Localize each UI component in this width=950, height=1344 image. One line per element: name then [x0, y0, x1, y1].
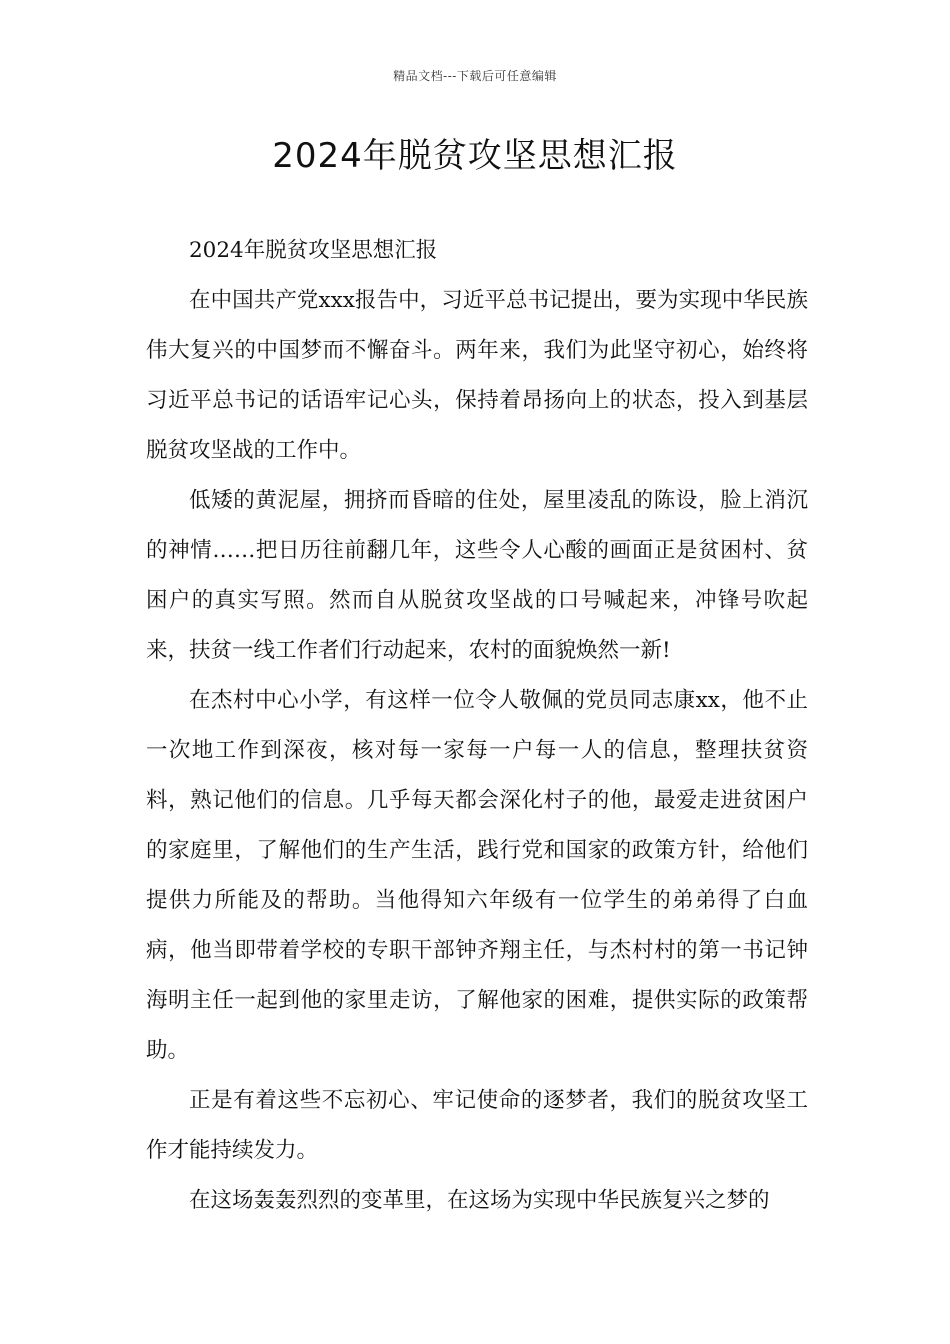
body-paragraph: 在这场轰轰烈烈的变革里，在这场为实现中华民族复兴之梦的 [189, 1188, 770, 1213]
document-title: 2024年脱贫攻坚思想汇报 [272, 136, 678, 176]
body-paragraph: 低矮的黄泥屋，拥挤而昏暗的住处，屋里凌乱的陈设，脸上消沉的神情……把日历往前翻几年，这些令人心酸的画面正是贫困村、贫困户的真实写照。然而自从脱贫攻坚战的口号喊起来，冲锋号吹起来，扶贫一线工作者们行动起来，农村的面貌焕然一新! [146, 488, 808, 663]
body-paragraph: 2024年脱贫攻坚思想汇报 [189, 238, 438, 263]
header-note: 精品文档---下载后可任意编辑 [393, 69, 557, 83]
body-paragraph: 在杰村中心小学，有这样一位令人敬佩的党员同志康xx，他不止一次地工作到深夜，核对每一家每一户每一人的信息，整理扶贫资料，熟记他们的信息。几乎每天都会深化村子的他，最爱走进贫困户的家庭里，了解他们的生产生活，践行党和国家的政策方针，给他们提供力所能及的帮助。当他得知六年级有一位学生的弟弟得了白血病，他当即带着学校的专职干部钟齐翔主任，与杰村村的第一书记钟海明主任一起到他的家里走访，了解他家的困难，提供实际的政策帮助。 [146, 688, 808, 1063]
body-paragraph: 在中国共产党xxx报告中，习近平总书记提出，要为实现中华民族伟大复兴的中国梦而不懈奋斗。两年来，我们为此坚守初心，始终将习近平总书记的话语牢记心头，保持着昂扬向上的状态，投入到基层脱贫攻坚战的工作中。 [146, 288, 808, 463]
document-body [146, 226, 808, 1226]
body-paragraph: 正是有着这些不忘初心、牢记使命的逐梦者，我们的脱贫攻坚工作才能持续发力。 [146, 1088, 808, 1163]
